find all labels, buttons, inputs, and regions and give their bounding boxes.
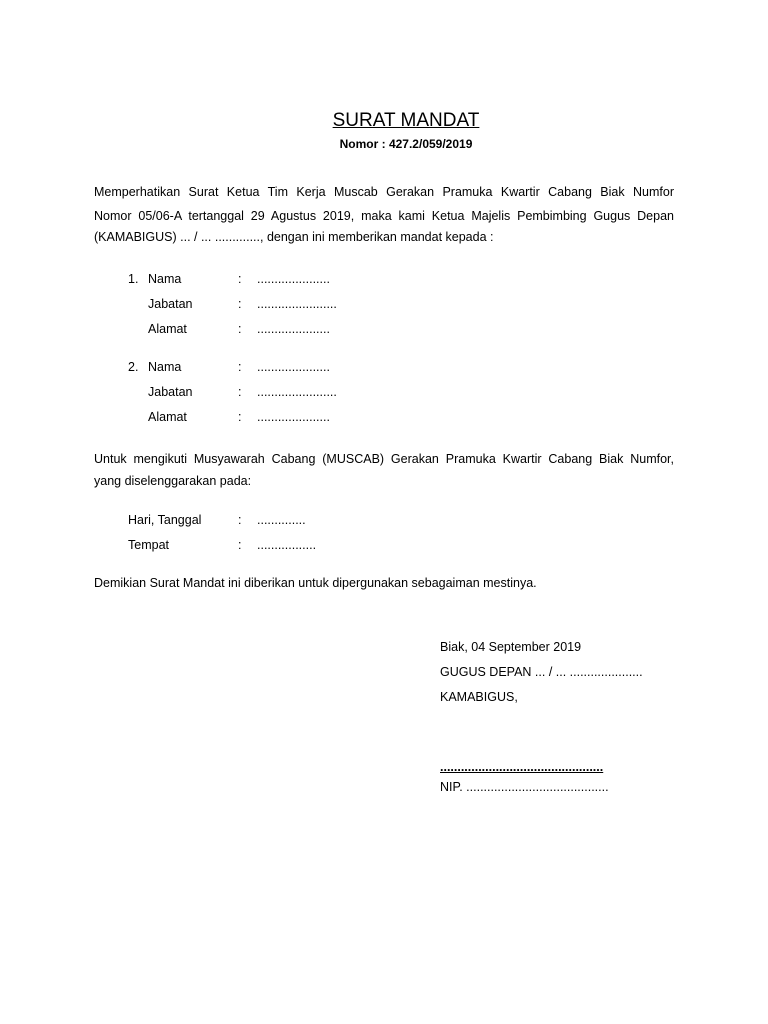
field-colon: : xyxy=(238,322,242,336)
field-colon: : xyxy=(238,297,242,311)
field-label: Jabatan xyxy=(148,385,193,399)
event-colon: : xyxy=(238,513,242,527)
person-1-number: 1. xyxy=(128,272,139,286)
field-colon: : xyxy=(238,410,242,424)
field-value: ....................... xyxy=(257,385,337,399)
field-label: Alamat xyxy=(148,410,187,424)
field-value: ..................... xyxy=(257,410,330,424)
person-2-alamat-row xyxy=(0,410,768,428)
signature-role: KAMABIGUS, xyxy=(440,690,518,704)
field-value: ..................... xyxy=(257,272,330,286)
person-2-number: 2. xyxy=(128,360,139,374)
intro-line-2: Nomor 05/06-A tertanggal 29 Agustus 2019, maka kami Ketua Majelis Pembimbing Gugus Depan xyxy=(94,209,674,223)
person-2-jabatan-row xyxy=(0,385,768,403)
letter-number: Nomor : 427.2/059/2019 xyxy=(339,137,473,151)
signature-nip: NIP. ......................................... xyxy=(440,780,609,794)
purpose-line-1: Untuk mengikuti Musyawarah Cabang (MUSCAB) Gerakan Pramuka Kwartir Cabang Biak Numfor, xyxy=(94,452,674,466)
signature-unit: GUGUS DEPAN ... / ... ..................... xyxy=(440,665,643,679)
field-colon: : xyxy=(238,360,242,374)
field-label: Alamat xyxy=(148,322,187,336)
field-value: ..................... xyxy=(257,322,330,336)
event-value: .............. xyxy=(257,513,306,527)
purpose-line-2: yang diselenggarakan pada: xyxy=(94,474,252,488)
person-1-name-row xyxy=(0,272,768,290)
event-date-row xyxy=(0,513,768,531)
signature-name-line: ............................................... xyxy=(440,760,604,774)
event-label: Hari, Tanggal xyxy=(128,513,202,527)
field-label: Nama xyxy=(148,272,182,286)
field-colon: : xyxy=(238,385,242,399)
event-label: Tempat xyxy=(128,538,169,552)
closing-statement: Demikian Surat Mandat ini diberikan untuk dipergunakan sebagaiman mestinya. xyxy=(94,576,537,590)
event-value: ................. xyxy=(257,538,317,552)
field-colon: : xyxy=(238,272,242,286)
signature-place-date: Biak, 04 September 2019 xyxy=(440,640,582,654)
field-value: ..................... xyxy=(257,360,330,374)
field-value: ....................... xyxy=(257,297,337,311)
intro-line-1: Memperhatikan Surat Ketua Tim Kerja Muscab Gerakan Pramuka Kwartir Cabang Biak Numfor xyxy=(94,185,674,199)
event-place-row xyxy=(0,538,768,556)
letter-title: SURAT MANDAT xyxy=(332,110,480,131)
field-label: Nama xyxy=(148,360,182,374)
field-label: Jabatan xyxy=(148,297,193,311)
person-1-alamat-row xyxy=(0,322,768,340)
person-1-jabatan-row xyxy=(0,297,768,315)
intro-line-3: (KAMABIGUS) ... / ... ............., dengan ini memberikan mandat kepada : xyxy=(94,230,494,244)
person-2-name-row xyxy=(0,360,768,378)
event-colon: : xyxy=(238,538,242,552)
